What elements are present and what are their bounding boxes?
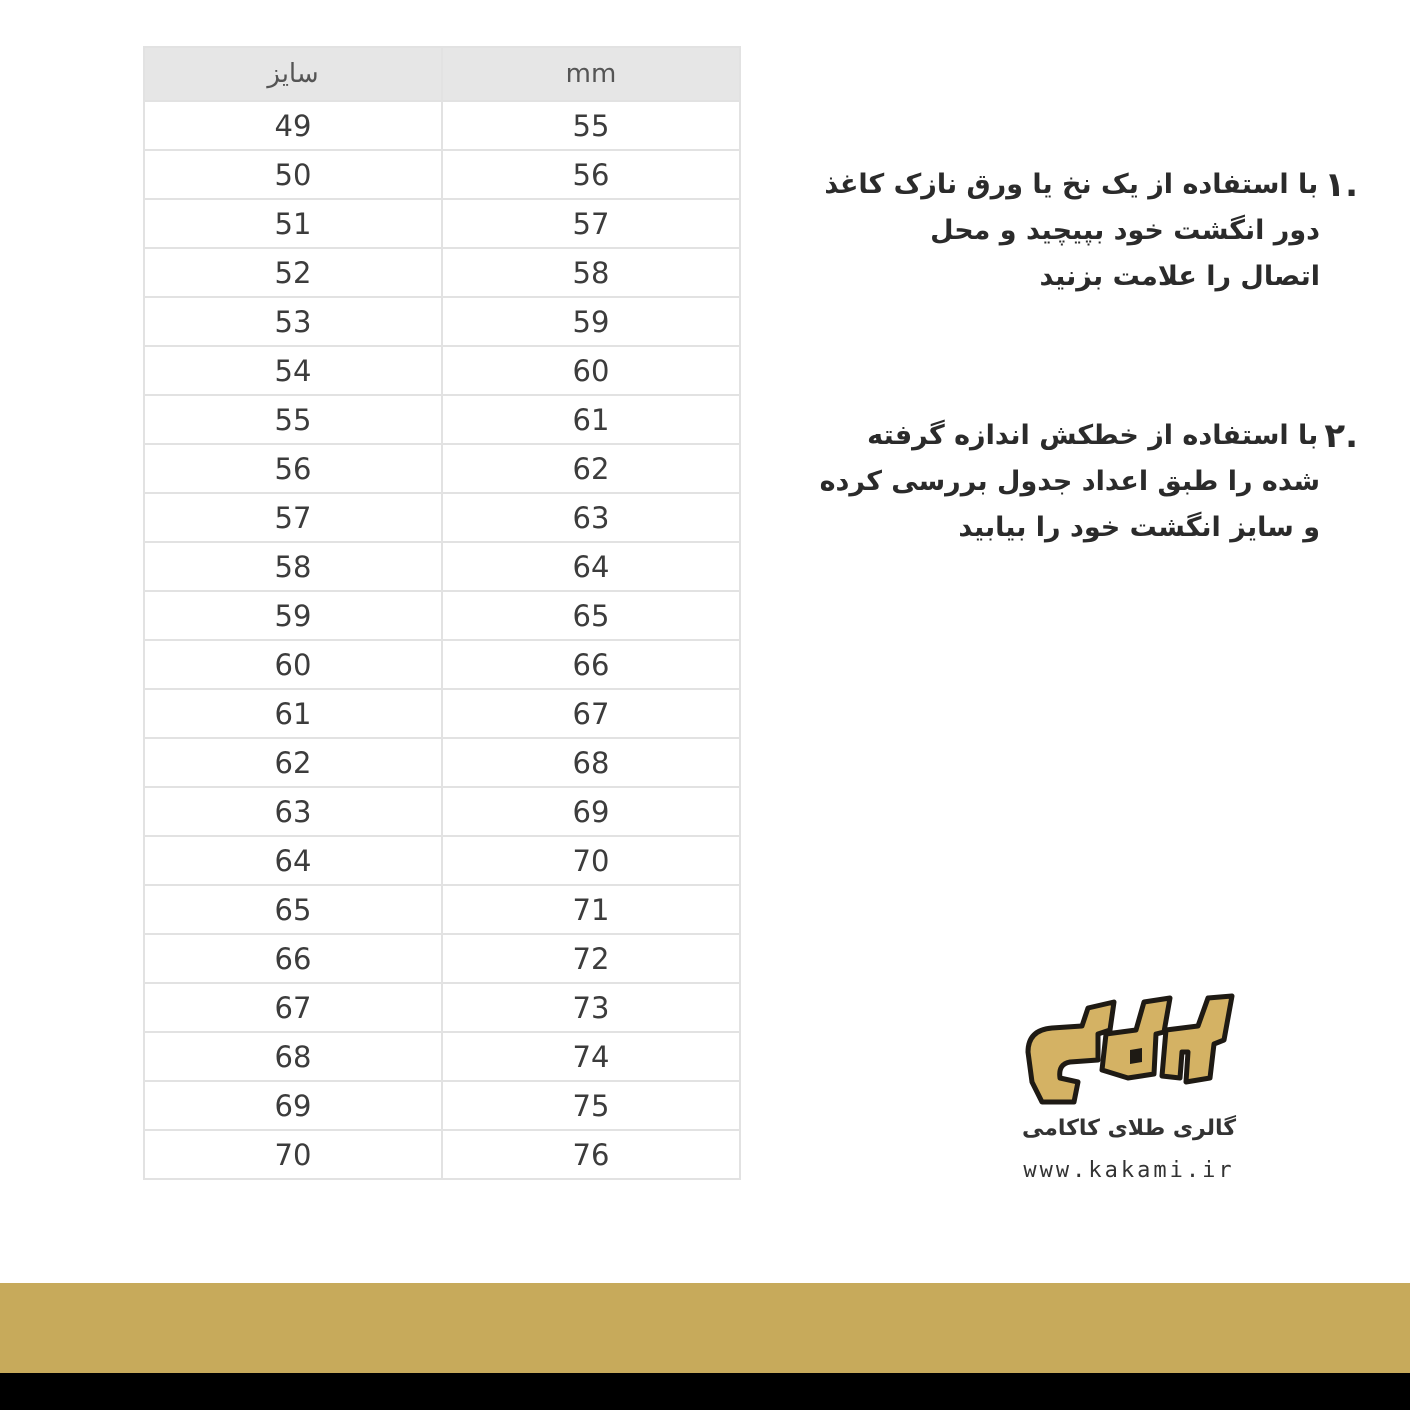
size-cell: 51 xyxy=(144,199,442,248)
table-row xyxy=(144,934,740,983)
size-cell: 67 xyxy=(144,983,442,1032)
mm-cell: 61 xyxy=(442,395,740,444)
size-cell: 56 xyxy=(144,444,442,493)
table-row xyxy=(144,101,740,150)
mm-cell: 66 xyxy=(442,640,740,689)
mm-cell: 57 xyxy=(442,199,740,248)
mm-cell: 72 xyxy=(442,934,740,983)
size-cell: 63 xyxy=(144,787,442,836)
size-cell: 49 xyxy=(144,101,442,150)
size-cell: 60 xyxy=(144,640,442,689)
mm-column-header: mm xyxy=(442,47,740,101)
brand-logo xyxy=(1018,990,1240,1200)
mm-cell: 75 xyxy=(442,1081,740,1130)
table-row xyxy=(144,444,740,493)
size-cell: 62 xyxy=(144,738,442,787)
table-row xyxy=(144,1130,740,1179)
instruction-line: شده را طبق اعداد جدول بررسی کرده xyxy=(819,466,1320,497)
website-url: www.kakami.ir xyxy=(1023,1158,1235,1183)
mm-cell: 58 xyxy=(442,248,740,297)
ring-size-table xyxy=(143,46,741,1180)
mm-cell: 76 xyxy=(442,1130,740,1179)
size-cell: 66 xyxy=(144,934,442,983)
table-row xyxy=(144,542,740,591)
step-number: .۱ xyxy=(1324,165,1358,205)
size-cell: 55 xyxy=(144,395,442,444)
gallery-name: گالری طلای کاکامی xyxy=(1021,1116,1237,1141)
table-row xyxy=(144,689,740,738)
gold-footer-band xyxy=(0,1283,1410,1373)
table-row xyxy=(144,493,740,542)
mm-cell: 74 xyxy=(442,1032,740,1081)
size-cell: 68 xyxy=(144,1032,442,1081)
table-body xyxy=(144,101,740,1179)
mm-cell: 73 xyxy=(442,983,740,1032)
table-row xyxy=(144,1081,740,1130)
mm-cell: 68 xyxy=(442,738,740,787)
size-cell: 64 xyxy=(144,836,442,885)
size-cell: 69 xyxy=(144,1081,442,1130)
table-row xyxy=(144,150,740,199)
table-row xyxy=(144,248,740,297)
mm-cell: 69 xyxy=(442,787,740,836)
black-footer-band xyxy=(0,1373,1410,1410)
table-row xyxy=(144,297,740,346)
mm-cell: 71 xyxy=(442,885,740,934)
instruction-line: با استفاده از خطکش اندازه گرفته xyxy=(867,420,1319,451)
instruction-line: با استفاده از یک نخ یا ورق نازک کاغذ xyxy=(824,169,1319,200)
size-cell: 50 xyxy=(144,150,442,199)
mm-cell: 65 xyxy=(442,591,740,640)
kakami-logo-icon xyxy=(1018,990,1240,1108)
size-cell: 54 xyxy=(144,346,442,395)
table-row xyxy=(144,591,740,640)
instruction-line: اتصال را علامت بزنید xyxy=(1039,261,1320,292)
table-row xyxy=(144,199,740,248)
mm-cell: 70 xyxy=(442,836,740,885)
size-cell: 52 xyxy=(144,248,442,297)
size-column-header: سایز xyxy=(144,47,442,101)
mm-cell: 67 xyxy=(442,689,740,738)
size-cell: 65 xyxy=(144,885,442,934)
instruction-step-1 xyxy=(798,162,1358,300)
size-cell: 70 xyxy=(144,1130,442,1179)
table-row xyxy=(144,836,740,885)
size-cell: 58 xyxy=(144,542,442,591)
size-cell: 57 xyxy=(144,493,442,542)
mm-cell: 55 xyxy=(442,101,740,150)
mm-cell: 56 xyxy=(442,150,740,199)
table-header-row xyxy=(144,47,740,101)
table-row xyxy=(144,738,740,787)
size-cell: 53 xyxy=(144,297,442,346)
mm-cell: 60 xyxy=(442,346,740,395)
instruction-line: و سایز انگشت خود را بیابید xyxy=(958,512,1320,543)
table-row xyxy=(144,395,740,444)
table-row xyxy=(144,346,740,395)
mm-cell: 63 xyxy=(442,493,740,542)
instruction-line: دور انگشت خود بپیچید و محل xyxy=(930,215,1320,246)
size-cell: 61 xyxy=(144,689,442,738)
mm-cell: 62 xyxy=(442,444,740,493)
table-row xyxy=(144,640,740,689)
table-row xyxy=(144,1032,740,1081)
step-number: .۲ xyxy=(1324,416,1358,456)
mm-cell: 59 xyxy=(442,297,740,346)
mm-cell: 64 xyxy=(442,542,740,591)
table-row xyxy=(144,787,740,836)
size-cell: 59 xyxy=(144,591,442,640)
table-row xyxy=(144,885,740,934)
table-row xyxy=(144,983,740,1032)
instruction-step-2 xyxy=(798,413,1358,551)
